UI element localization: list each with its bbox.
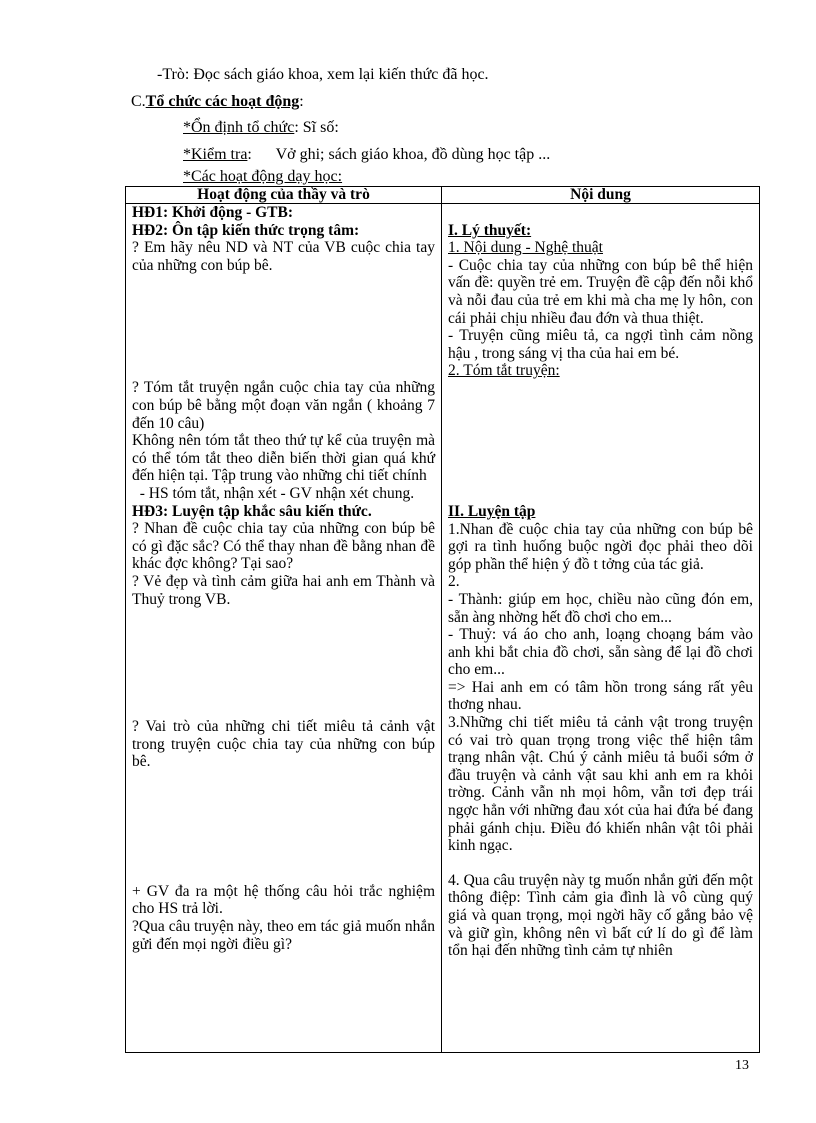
- content-cell: [442, 204, 760, 1053]
- table-header-row: [126, 187, 760, 204]
- quiz-note: + GV đa ra một hệ thống câu hỏi trắc nghiệm cho HS trả lời.: [132, 882, 435, 918]
- question-summary: ? Tóm tắt truyện ngắn cuộc chia tay của những con búp bê bằng một đoạn văn ngắn ( khoảng 7 đến 10 câu): [132, 379, 435, 432]
- practice-answer-1: 1.Nhan đề cuộc chia tay của những con búp bê gợi ra tình huống buộc ngời đọc phải theo dõi góp phần thể hiện ý đồ t tởng của tác giả.: [448, 520, 753, 573]
- hd2-heading: HĐ2: Ôn tập kiến thức trọng tâm:: [132, 221, 360, 239]
- page-number: 13: [735, 1058, 749, 1073]
- hd1-heading: HĐ1: Khởi động - GTB:: [132, 204, 294, 221]
- col-header-content: Nội dung: [442, 187, 760, 204]
- content-paragraph-1: - Cuộc chia tay của những con búp bê thể hiện vấn đề: quyền trẻ em. Truyện đề cập đến nỗi khổ và nỗi đau của trẻ em khi mà cha mẹ ly hôn, con cái phải chịu nhiều đau đớn và thua thiệt.: [448, 256, 753, 327]
- lesson-table: [125, 186, 760, 1053]
- class-organization-value: : Sĩ số:: [294, 119, 339, 136]
- teaching-activities-label: *Các hoạt động dạy học:: [183, 168, 343, 185]
- summary-guidance: Không nên tóm tắt theo thứ tự kể của truyện mà có thể tóm tắt theo diễn biến thời gian quá khứ đến hiện tại. Tập trung vào những chi tiết chính: [132, 432, 435, 485]
- question-message: ?Qua câu truyện này, theo em tác giả muốn nhắn gửi đến mọi ngời điều gì?: [132, 918, 435, 953]
- spacer: [448, 204, 753, 222]
- question-content-art: ? Em hãy nêu ND và NT của VB cuộc chia tay của những con búp bê.: [132, 239, 435, 274]
- activities-cell: [126, 204, 442, 1053]
- theory-heading: [448, 222, 753, 240]
- section-c-suffix: :: [299, 93, 304, 110]
- student-preparation-line: -Trò: Đọc sách giáo khoa, xem lại kiến thức đã học.: [157, 66, 489, 83]
- check-value: : Vở ghi; sách giáo khoa, đồ dùng học tập ...: [247, 146, 551, 163]
- practice-answer-2-thuy: - Thuỷ: vá áo cho anh, loạng choạng bám vào anh khi bắt chia đồ chơi, sẵn sàng để lại đồ chơi cho em...: [448, 626, 753, 679]
- practice-answer-2-label: 2.: [448, 573, 460, 591]
- hd3-heading: HĐ3: Luyện tập khắc sâu kiến thức.: [132, 502, 372, 520]
- practice-answer-2-thanh: - Thành: giúp em học, chiều nào cũng đón em, sẵn àng nhờng hết đồ chơi cho em...: [448, 590, 753, 626]
- question-siblings: ? Vẻ đẹp và tình cảm giữa hai anh em Thành và Thuỷ trong VB.: [132, 572, 435, 608]
- col-header-activities: Hoạt động của thầy và trò: [126, 187, 442, 204]
- section-c-title: Tổ chức các hoạt động: [145, 93, 300, 110]
- practice-answer-2-conclusion: => Hai anh em có tâm hồn trong sáng rất yêu thơng nhau.: [448, 678, 753, 714]
- content-paragraph-2: - Truyện cũng miêu tả, ca ngợi tình cảm nồng hậu , trong sáng vị tha của hai em bé.: [448, 327, 753, 362]
- practice-answer-3: 3.Những chi tiết miêu tả cảnh vật trong truyện có vai trò quan trọng trong việc thể hiện tâm trạng nhân vật. Chú ý cảnh miêu tả buổi sớm ở đầu truyện và cảnh vật sau khi anh em ra khỏi trờng. Cảnh vẫn nh mọi hôm, vẫn tơi đẹp trái ngợc hẳn với những đau xót của hai đứa bé đang phải gánh chịu. Điều đó khiến nhân vật tôi phải kinh ngạc.: [448, 714, 753, 855]
- section-c-prefix: C.: [131, 93, 146, 110]
- class-organization-line: [183, 119, 339, 137]
- summary-activity: - HS tóm tắt, nhận xét - GV nhận xét chung.: [132, 484, 415, 502]
- practice-answer-4: 4. Qua câu truyện này tg muốn nhắn gửi đến một thông điệp: Tình cảm gia đình là vô cùng quý giá và quan trọng, mọi ngời hãy cố gắng bảo vệ và giữ gìn, không nên vì bất cứ lí do gì để làm tổn hại đến những tình cảm tự nhiên: [448, 871, 753, 960]
- table-body-row: [126, 204, 760, 1053]
- question-title: ? Nhan đề cuộc chia tay của những con búp bê có gì đặc sắc? Có thể thay nhan đề bằng nhan đề khác đợc không? Tại sao?: [132, 520, 435, 573]
- content-art-subheading: 1. Nội dung - Nghệ thuật: [448, 239, 603, 257]
- theory-heading-text: I. Lý thuyết:: [448, 221, 532, 239]
- practice-heading: II. Luyện tập: [448, 502, 536, 520]
- section-c-heading: [131, 93, 304, 111]
- question-scenery: ? Vai trò của những chi tiết miêu tả cảnh vật trong truyện cuộc chia tay của những con búp bê.: [132, 718, 435, 771]
- check-line: [183, 146, 550, 164]
- summary-subheading: 2. Tóm tắt truyện:: [448, 362, 560, 380]
- class-organization-label: *Ổn định tổ chức: [183, 119, 295, 136]
- check-label: *Kiểm tra: [183, 146, 248, 163]
- teaching-activities-line: [183, 168, 342, 186]
